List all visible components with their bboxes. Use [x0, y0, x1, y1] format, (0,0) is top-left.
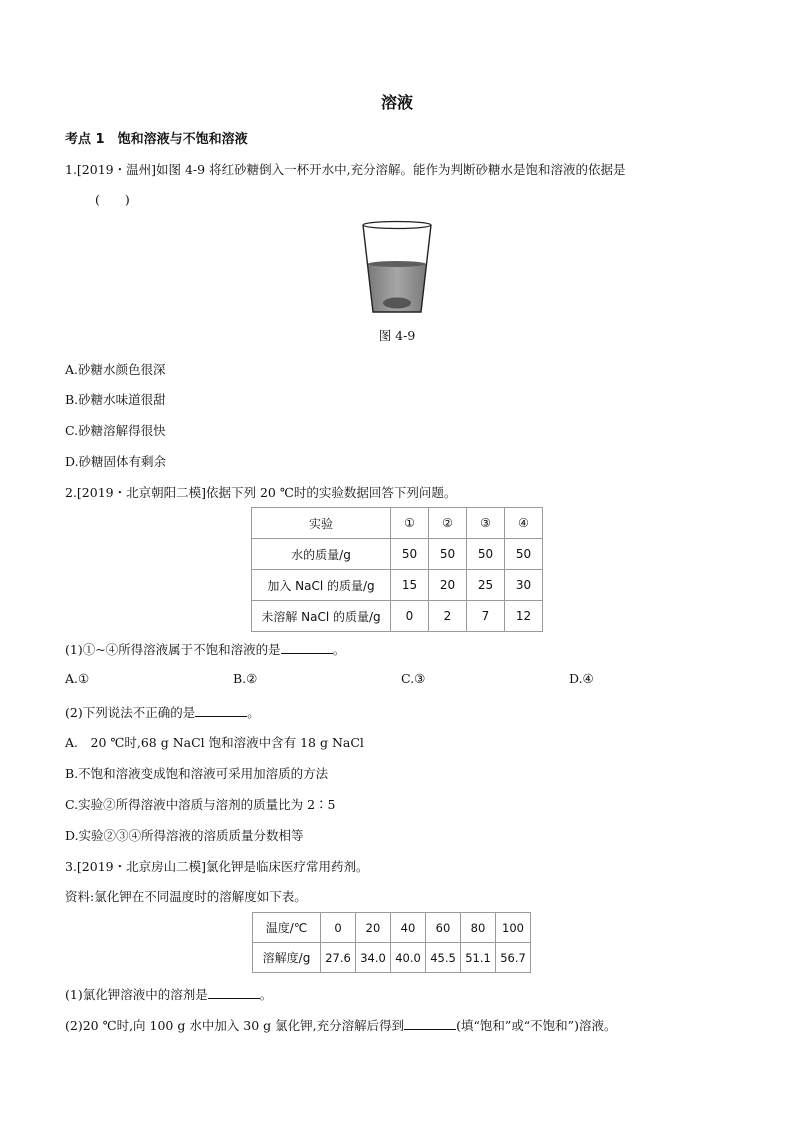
page-title: 溶液: [380, 93, 413, 112]
table-cell: 加入 NaCl 的质量/g: [252, 570, 391, 601]
table-cell: 20: [356, 913, 391, 943]
q2-sub1-option-b: B.②: [233, 671, 258, 686]
answer-blank[interactable]: [281, 641, 333, 654]
table-row: [252, 570, 543, 601]
table-cell: 50: [467, 539, 505, 570]
table-cell: 7: [467, 601, 505, 632]
q2-sub2-option-c: C.实验②所得溶液中溶质与溶剂的质量比为 2∶5: [65, 797, 336, 812]
table-cell: 56.7: [496, 943, 531, 973]
q2-stem: 2.[2019・北京朝阳二模]依据下列 20 ℃时的实验数据回答下列问题。: [65, 485, 457, 500]
table-cell: 40: [391, 913, 426, 943]
q2-sub1-option-d: D.④: [569, 671, 594, 686]
q3-stem: 3.[2019・北京房山二模]氯化钾是临床医疗常用药剂。: [65, 859, 369, 874]
table-cell: 27.6: [321, 943, 356, 973]
table-cell: 水的质量/g: [252, 539, 391, 570]
table-cell: 100: [496, 913, 531, 943]
q3-sub1-end: 。: [259, 987, 273, 1002]
figure-caption: 图 4-9: [378, 328, 416, 343]
table-cell: 50: [505, 539, 543, 570]
q1-stem: 1.[2019・温州]如图 4-9 将红砂糖倒入一杯开水中,充分溶解。能作为判断砂糖水是饱和溶液的依据是: [65, 162, 626, 177]
q2-sub2-end: 。: [247, 705, 260, 720]
table-cell: 60: [426, 913, 461, 943]
table-cell: 80: [461, 913, 496, 943]
q1-option-d: D.砂糖固体有剩余: [65, 454, 167, 469]
table-cell: 15: [391, 570, 429, 601]
table-cell: 2: [429, 601, 467, 632]
table-row: [252, 601, 543, 632]
table-cell: 0: [391, 601, 429, 632]
q3-sub2: [65, 1016, 616, 1034]
section-heading: 考点 1 饱和溶液与不饱和溶液: [65, 132, 248, 147]
table-row: [253, 913, 531, 943]
q2-sub2-option-b: B.不饱和溶液变成饱和溶液可采用加溶质的方法: [65, 766, 329, 781]
table-cell: 20: [429, 570, 467, 601]
beaker-figure: [358, 220, 436, 318]
q1-option-b: B.砂糖水味道很甜: [65, 392, 166, 407]
table-cell: 25: [467, 570, 505, 601]
table-cell: 未溶解 NaCl 的质量/g: [252, 601, 391, 632]
q3-sub2-text: (2)20 ℃时,向 100 g 水中加入 30 g 氯化钾,充分溶解后得到: [65, 1018, 405, 1033]
table-cell: 30: [505, 570, 543, 601]
solubility-table: [252, 912, 531, 973]
table-header-row: [252, 508, 543, 539]
table-cell: ②: [429, 508, 467, 539]
q2-sub2: [65, 703, 260, 721]
table-cell: 51.1: [461, 943, 496, 973]
answer-blank[interactable]: [404, 1017, 456, 1030]
table-cell: 0: [321, 913, 356, 943]
experiment-data-table: [251, 507, 543, 632]
q3-sub2-end: (填“饱和”或“不饱和”)溶液。: [456, 1018, 617, 1033]
q2-sub2-option-a: A. 20 ℃时,68 g NaCl 饱和溶液中含有 18 g NaCl: [65, 735, 364, 750]
q3-material: 资料:氯化钾在不同温度时的溶解度如下表。: [65, 889, 307, 904]
q1-answer-bracket: ( ): [95, 192, 130, 207]
q1-option-c: C.砂糖溶解得很快: [65, 423, 166, 438]
q2-sub1-text: (1)①~④所得溶液属于不饱和溶液的是: [65, 642, 281, 657]
table-cell: 40.0: [391, 943, 426, 973]
q2-sub2-text: (2)下列说法不正确的是: [65, 705, 196, 720]
table-cell: 12: [505, 601, 543, 632]
answer-blank[interactable]: [208, 986, 260, 999]
q1-option-a: A.砂糖水颜色很深: [65, 362, 166, 377]
table-row: [252, 539, 543, 570]
table-cell: 实验: [252, 508, 391, 539]
q3-sub1-text: (1)氯化钾溶液中的溶剂是: [65, 987, 208, 1002]
table-cell: 溶解度/g: [253, 943, 321, 973]
q2-sub1-option-a: A.①: [65, 671, 90, 686]
table-cell: 50: [429, 539, 467, 570]
q2-sub1: [65, 640, 345, 658]
q2-sub1-option-c: C.③: [401, 671, 426, 686]
table-cell: ③: [467, 508, 505, 539]
q2-sub1-end: 。: [332, 642, 346, 657]
table-cell: 50: [391, 539, 429, 570]
table-row: [253, 943, 531, 973]
table-cell: 温度/℃: [253, 913, 321, 943]
table-cell: 34.0: [356, 943, 391, 973]
table-cell: ④: [505, 508, 543, 539]
table-cell: 45.5: [426, 943, 461, 973]
table-cell: ①: [391, 508, 429, 539]
q3-sub1: [65, 985, 272, 1003]
answer-blank[interactable]: [195, 704, 247, 717]
q2-sub2-option-d: D.实验②③④所得溶液的溶质质量分数相等: [65, 828, 304, 843]
